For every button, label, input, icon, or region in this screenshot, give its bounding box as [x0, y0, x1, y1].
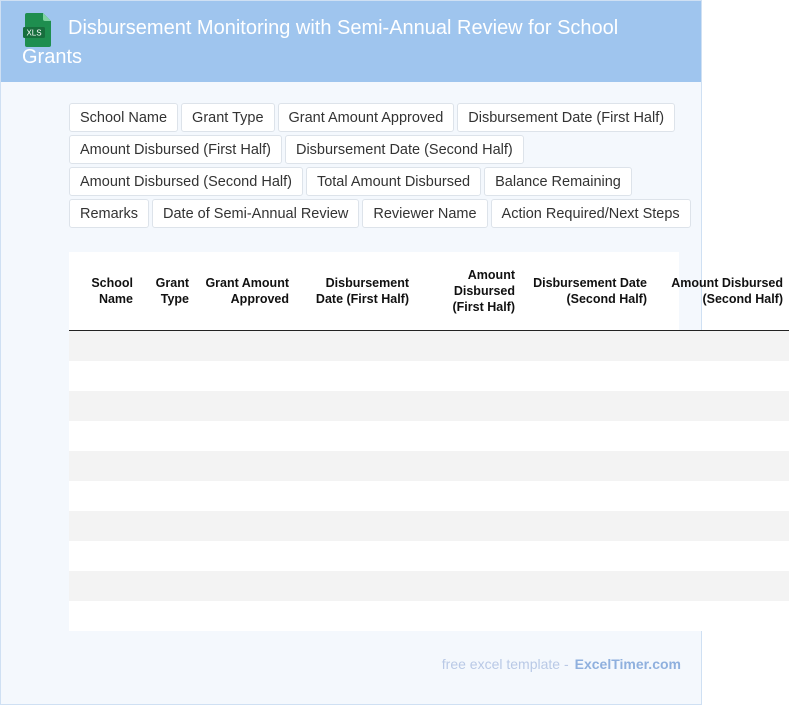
column-chip: Date of Semi-Annual Review: [152, 199, 359, 228]
table-cell[interactable]: [195, 511, 295, 541]
table-cell[interactable]: [139, 421, 195, 451]
table-column-header: Amount Disbursed (First Half): [415, 252, 521, 331]
table-cell[interactable]: [521, 571, 653, 601]
table-header-row: [69, 252, 789, 331]
table-cell[interactable]: [69, 511, 139, 541]
column-chip: Grant Amount Approved: [278, 103, 455, 132]
table-cell[interactable]: [653, 571, 789, 601]
table-cell[interactable]: [521, 391, 653, 421]
table-cell[interactable]: [653, 361, 789, 391]
data-table-container: [69, 252, 783, 631]
table-cell[interactable]: [139, 541, 195, 571]
table-cell[interactable]: [415, 331, 521, 362]
table-cell[interactable]: [139, 451, 195, 481]
column-chip: Remarks: [69, 199, 149, 228]
column-chip-list: [69, 103, 703, 228]
table-cell[interactable]: [415, 391, 521, 421]
table-row: [69, 571, 789, 601]
table-row: [69, 601, 789, 631]
table-cell[interactable]: [521, 601, 653, 631]
table-row: [69, 541, 789, 571]
column-chip: Grant Type: [181, 103, 274, 132]
table-body: [69, 331, 789, 632]
table-cell[interactable]: [69, 601, 139, 631]
table-cell[interactable]: [415, 421, 521, 451]
table-row: [69, 331, 789, 362]
table-column-header: Disbursement Date (Second Half): [521, 252, 653, 331]
table-cell[interactable]: [295, 331, 415, 362]
table-column-header: Amount Disbursed (Second Half): [653, 252, 789, 331]
table-row: [69, 481, 789, 511]
table-cell[interactable]: [653, 451, 789, 481]
table-row: [69, 451, 789, 481]
excel-icon-label: XLS: [26, 28, 42, 38]
table-cell[interactable]: [521, 361, 653, 391]
page-title: Disbursement Monitoring with Semi-Annual Review for School Grants: [22, 17, 619, 68]
table-cell[interactable]: [195, 331, 295, 362]
table-cell[interactable]: [195, 571, 295, 601]
table-cell[interactable]: [295, 571, 415, 601]
table-cell[interactable]: [195, 451, 295, 481]
table-cell[interactable]: [415, 541, 521, 571]
table-cell[interactable]: [521, 541, 653, 571]
table-column-header: School Name: [69, 252, 139, 331]
table-cell[interactable]: [139, 481, 195, 511]
table-column-header: Disbursement Date (First Half): [295, 252, 415, 331]
footer: [1, 656, 681, 672]
column-chip: Action Required/Next Steps: [491, 199, 691, 228]
table-row: [69, 511, 789, 541]
table-cell[interactable]: [295, 541, 415, 571]
table-cell[interactable]: [69, 481, 139, 511]
column-chip: Amount Disbursed (Second Half): [69, 167, 303, 196]
table-cell[interactable]: [69, 391, 139, 421]
table-cell[interactable]: [69, 571, 139, 601]
table-cell[interactable]: [653, 391, 789, 421]
table-cell[interactable]: [295, 451, 415, 481]
table-cell[interactable]: [69, 541, 139, 571]
table-cell[interactable]: [295, 481, 415, 511]
table-cell[interactable]: [139, 511, 195, 541]
table-row: [69, 361, 789, 391]
table-cell[interactable]: [295, 421, 415, 451]
table-cell[interactable]: [653, 421, 789, 451]
column-chip: School Name: [69, 103, 178, 132]
table-cell[interactable]: [415, 361, 521, 391]
column-chip: Balance Remaining: [484, 167, 632, 196]
table-column-header: Grant Type: [139, 252, 195, 331]
table-cell[interactable]: [415, 481, 521, 511]
table-cell[interactable]: [521, 511, 653, 541]
table-column-header: Grant Amount Approved: [195, 252, 295, 331]
table-cell[interactable]: [195, 481, 295, 511]
table-cell[interactable]: [295, 361, 415, 391]
table-cell[interactable]: [195, 601, 295, 631]
table-cell[interactable]: [69, 361, 139, 391]
column-chip: Disbursement Date (Second Half): [285, 135, 524, 164]
table-cell[interactable]: [653, 601, 789, 631]
table-cell[interactable]: [69, 421, 139, 451]
column-chip: Disbursement Date (First Half): [457, 103, 675, 132]
footer-text: free excel template -: [441, 656, 569, 672]
table-cell[interactable]: [415, 601, 521, 631]
table-cell[interactable]: [653, 481, 789, 511]
table-cell[interactable]: [521, 421, 653, 451]
table-cell[interactable]: [195, 361, 295, 391]
table-cell[interactable]: [139, 361, 195, 391]
data-table: [69, 252, 789, 631]
table-cell[interactable]: [521, 451, 653, 481]
table-cell[interactable]: [139, 601, 195, 631]
table-cell[interactable]: [195, 391, 295, 421]
table-cell[interactable]: [415, 451, 521, 481]
table-cell[interactable]: [653, 331, 789, 362]
table-row: [69, 421, 789, 451]
table-row: [69, 391, 789, 421]
column-chip: Reviewer Name: [362, 199, 487, 228]
table-cell[interactable]: [521, 481, 653, 511]
table-cell[interactable]: [415, 511, 521, 541]
table-cell[interactable]: [139, 391, 195, 421]
table-cell[interactable]: [521, 331, 653, 362]
table-cell[interactable]: [69, 331, 139, 362]
page-header: [1, 1, 701, 82]
table-cell[interactable]: [295, 601, 415, 631]
table-cell[interactable]: [139, 571, 195, 601]
table-cell[interactable]: [653, 511, 789, 541]
table-cell[interactable]: [69, 451, 139, 481]
table-cell[interactable]: [295, 511, 415, 541]
table-cell[interactable]: [195, 541, 295, 571]
table-cell[interactable]: [415, 571, 521, 601]
footer-brand-link[interactable]: ExcelTimer.com: [574, 656, 681, 672]
column-chip: Total Amount Disbursed: [306, 167, 481, 196]
table-cell[interactable]: [195, 421, 295, 451]
column-chip: Amount Disbursed (First Half): [69, 135, 282, 164]
table-cell[interactable]: [139, 331, 195, 362]
table-cell[interactable]: [295, 391, 415, 421]
table-cell[interactable]: [653, 541, 789, 571]
